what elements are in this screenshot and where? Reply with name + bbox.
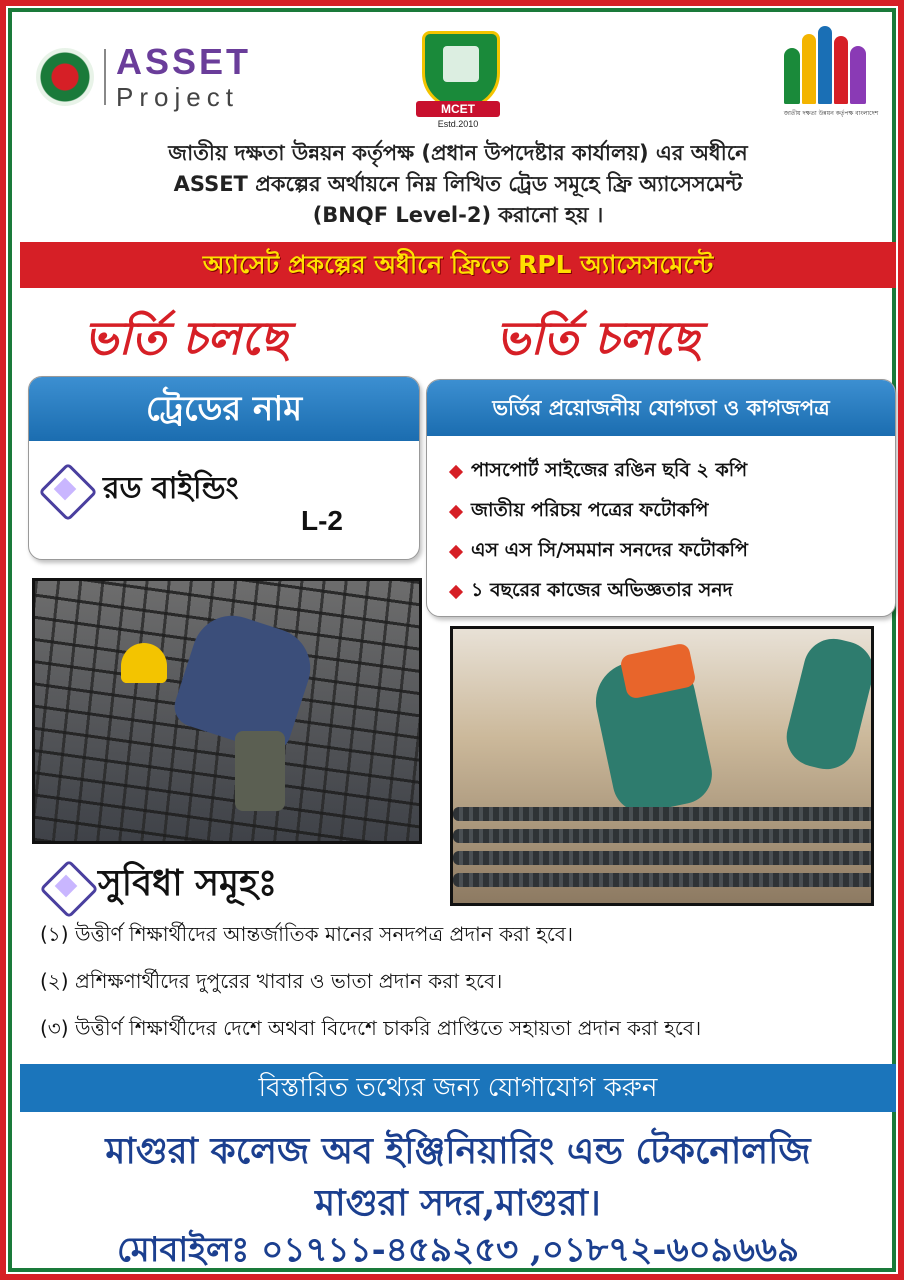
asset-wordmark: ASSET — [116, 41, 252, 82]
nsda-logo — [776, 26, 886, 126]
mcet-ribbon: MCET — [416, 101, 500, 117]
mcet-shield-icon — [422, 31, 500, 109]
gloved-hand-right — [780, 632, 874, 775]
logo-divider — [104, 49, 106, 105]
documents-header: ভর্তির প্রয়োজনীয় যোগ্যতা ও কাগজপত্র — [427, 380, 895, 436]
admission-open-left: ভর্তি চলছে — [84, 311, 288, 365]
mcet-logo — [416, 31, 501, 129]
benefits-title: সুবিধা সমূহঃ — [98, 863, 278, 904]
rebar-bar — [453, 829, 874, 843]
asset-project-logo — [36, 41, 252, 112]
intro-line-3: (BNQF Level-2) করানো হয় । — [312, 203, 604, 227]
list-item: ১ বছরের কাজের অভিজ্ঞতার সনদ — [451, 572, 895, 612]
rebar-bar — [453, 807, 874, 821]
rebar-tying-hands-photo — [450, 626, 874, 906]
mobile-numbers: মোবাইলঃ ০১৭১১-৪৫৯২৫৩ ,০১৮৭২-৬০৯৬৬৯ — [116, 1230, 800, 1270]
documents-list — [427, 436, 895, 612]
hard-hat-icon — [121, 643, 167, 683]
rod-binding-worker-photo — [32, 578, 422, 844]
rebar-bar — [453, 873, 874, 887]
college-name: মাগুরা কলেজ অব ইঞ্জিনিয়ারিং এন্ড টেকনোলজি — [105, 1130, 811, 1172]
benefits-heading — [40, 856, 277, 916]
red-diamond-bullet-icon — [449, 545, 463, 559]
diamond-bullet-icon — [40, 860, 92, 912]
list-item: (৩) উত্তীর্ণ শিক্ষার্থীদের দেশে অথবা বিদেশে চাকরি প্রাপ্তিতে সহায়তা প্রদান করা হবে। — [40, 1016, 702, 1040]
red-diamond-bullet-icon — [449, 585, 463, 599]
rebar-bar — [453, 851, 874, 865]
trade-row — [39, 463, 238, 515]
worker-legs — [235, 731, 285, 811]
mcet-shield-emblem — [443, 46, 479, 82]
trade-name: রড বাইন্ডিং — [103, 470, 239, 506]
intro-line-2: ASSET প্রকল্পের অর্থায়নে নিম্ন লিখিত ট্রেড সমূহে ফ্রি অ্যাসেসমেন্ট — [173, 172, 743, 196]
list-item: (২) প্রশিক্ষণার্থীদের দুপুরের খাবার ও ভাতা প্রদান করা হবে। — [40, 969, 503, 993]
mcet-estd: Estd.2010 — [437, 119, 479, 129]
trade-level: L-2 — [301, 505, 343, 536]
trade-header: ট্রেডের নাম — [29, 377, 419, 441]
nsda-people-icon — [784, 26, 870, 106]
diamond-bullet-icon — [39, 463, 91, 515]
list-item: পাসপোর্ট সাইজের রঙিন ছবি ২ কপি — [451, 452, 895, 492]
bangladesh-government-seal-icon — [36, 48, 94, 106]
trade-box — [28, 376, 420, 560]
list-item: (১) উত্তীর্ণ শিক্ষার্থীদের আন্তর্জাতিক মানের সনদপত্র প্রদান করা হবে। — [40, 922, 574, 946]
red-diamond-bullet-icon — [449, 465, 463, 479]
intro-line-1: জাতীয় দক্ষতা উন্নয়ন কর্তৃপক্ষ (প্রধান উপদেষ্টার কার্যালয়) এর অধীনে — [168, 141, 748, 165]
asset-brand — [116, 41, 252, 112]
admission-open-right: ভর্তি চলছে — [496, 311, 700, 365]
list-item: জাতীয় পরিচয় পত্রের ফটোকপি — [451, 492, 895, 532]
intro-text — [26, 138, 890, 231]
list-item: এস এস সি/সমমান সনদের ফটোকপি — [451, 532, 895, 572]
college-address: মাগুরা সদর,মাগুরা। — [315, 1182, 601, 1224]
red-diamond-bullet-icon — [449, 505, 463, 519]
benefits-list — [40, 912, 900, 1053]
contact-bar: বিস্তারিত তথ্যের জন্য যোগাযোগ করুন — [20, 1064, 896, 1112]
rpl-banner: অ্যাসেট প্রকল্পের অধীনে ফ্রিতে RPL অ্যাসেসমেন্টে — [20, 242, 896, 288]
nsda-caption: জাতীয় দক্ষতা উন্নয়ন কর্তৃপক্ষ বাংলাদেশ — [783, 110, 879, 117]
documents-box — [426, 379, 896, 617]
project-wordmark: Project — [116, 82, 239, 112]
